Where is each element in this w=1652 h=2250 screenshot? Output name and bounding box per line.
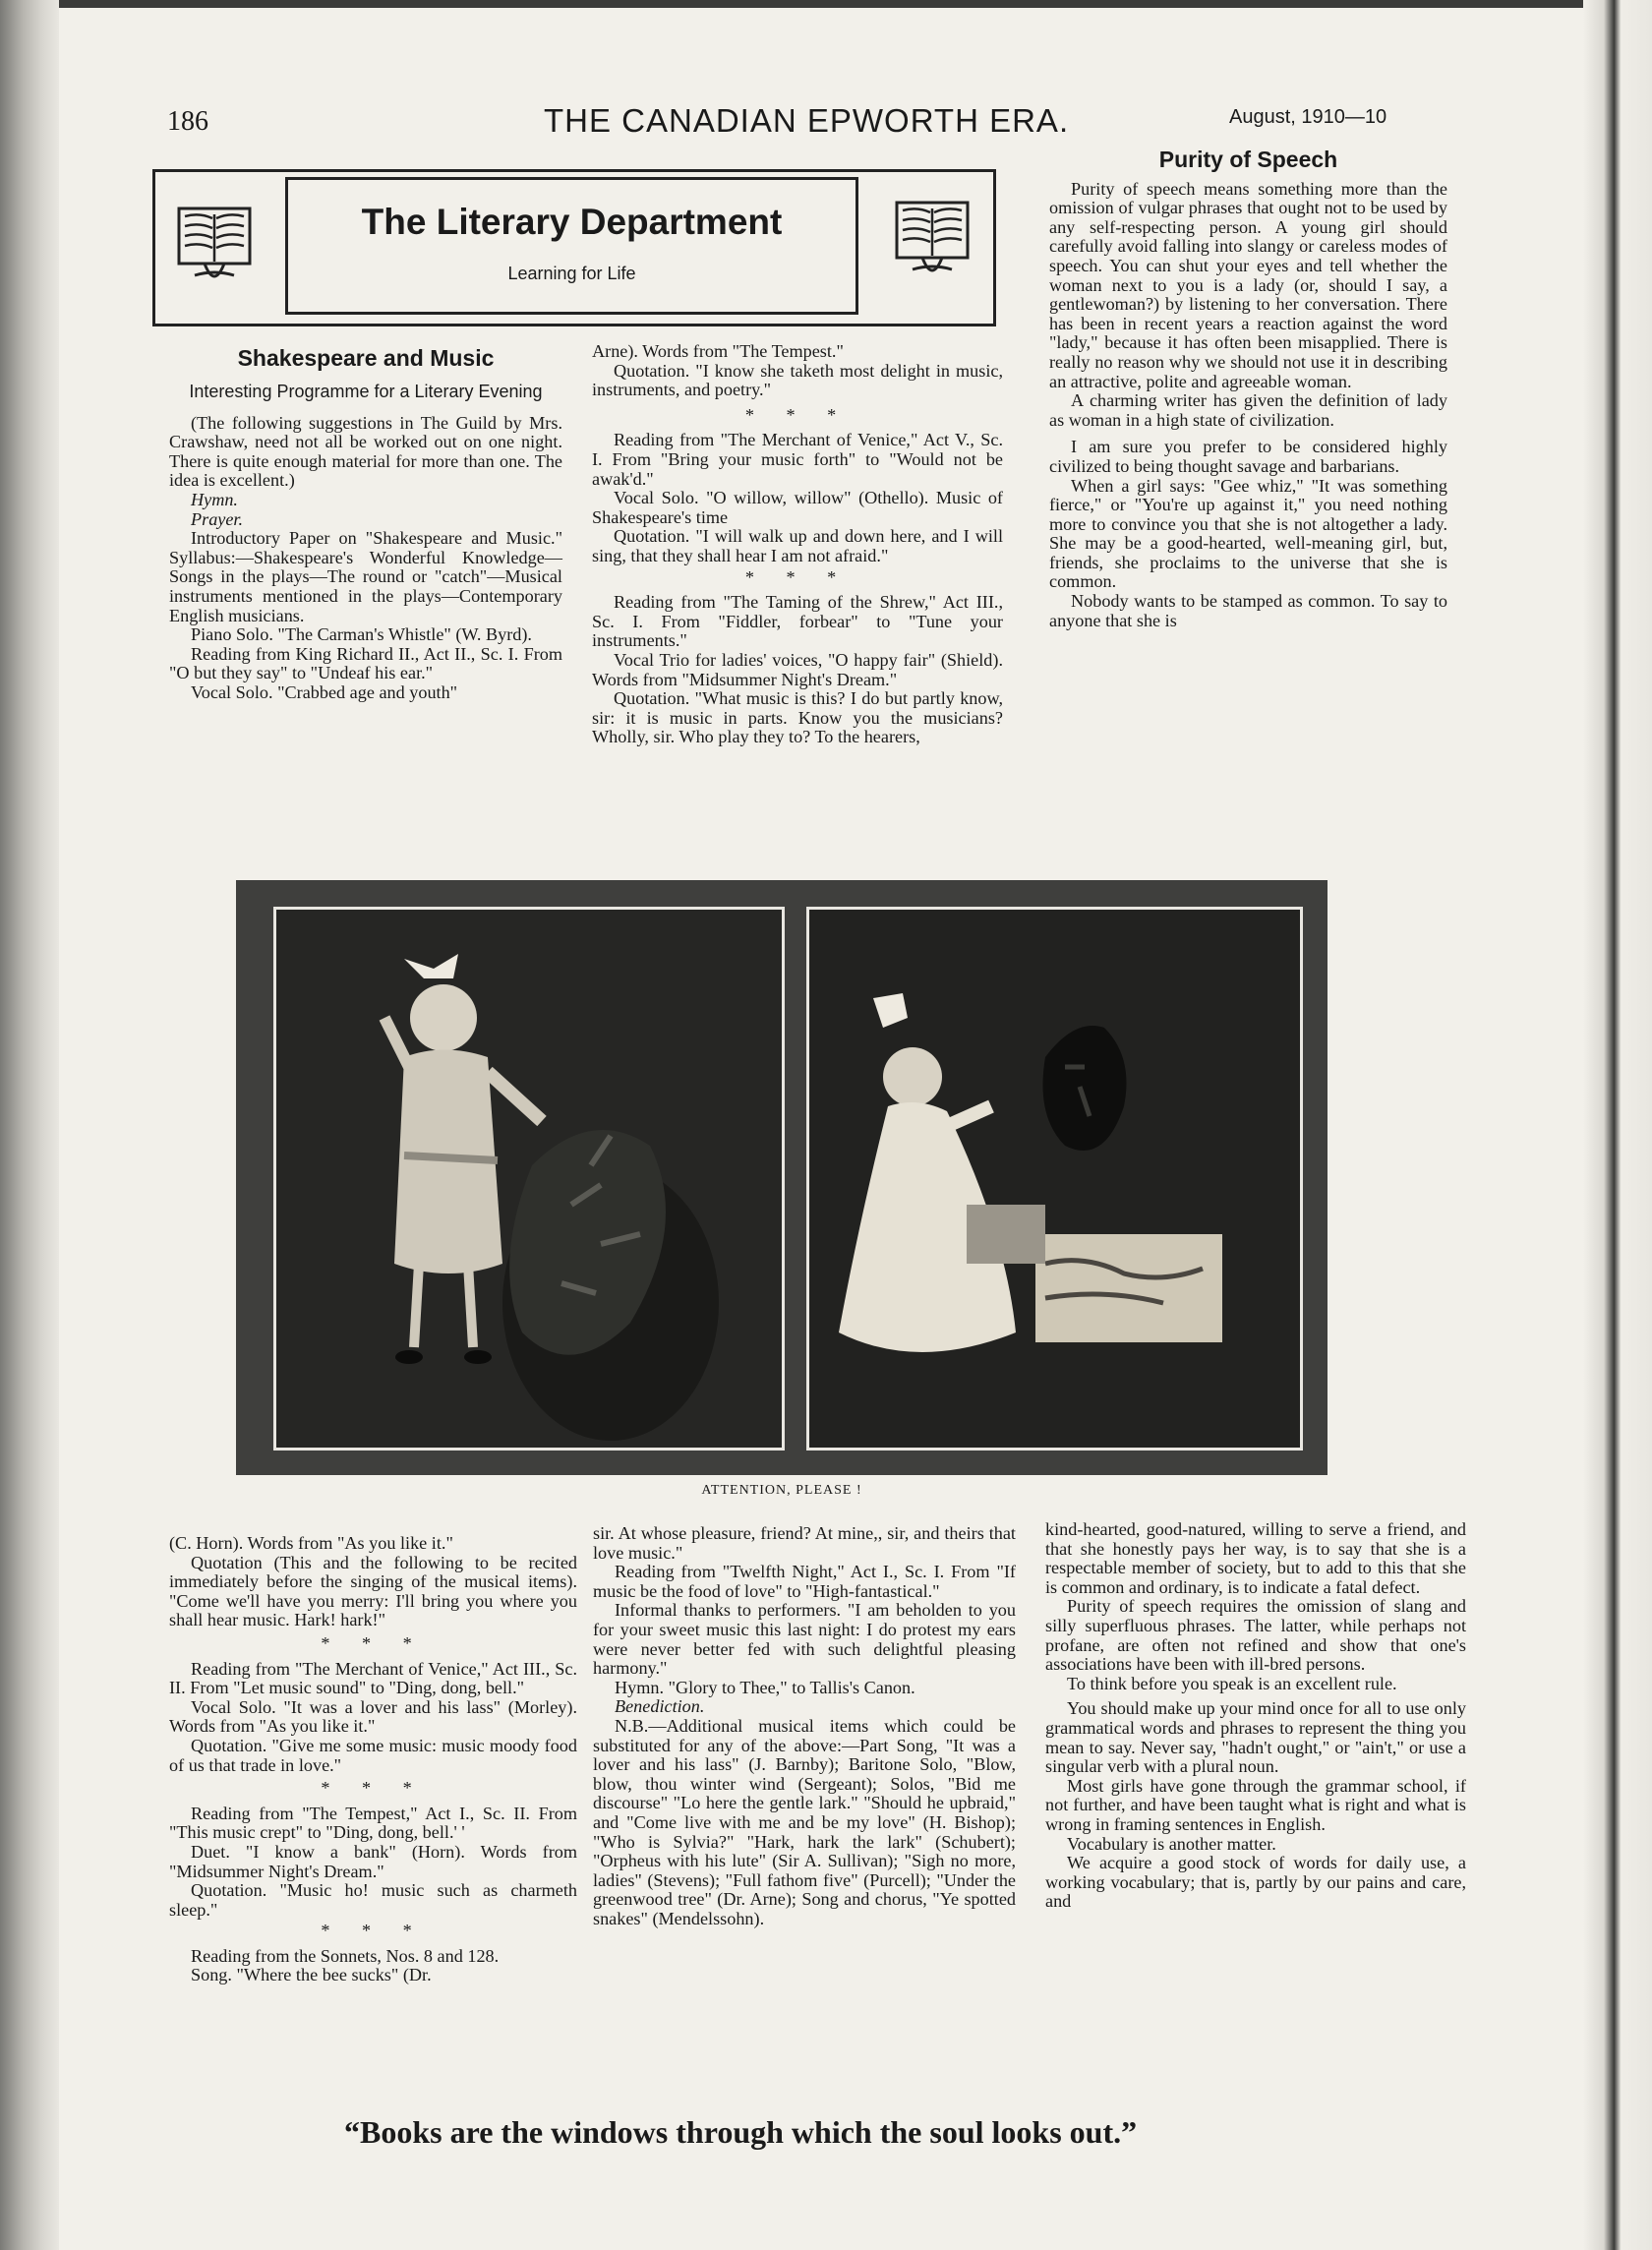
paragraph: Hymn. (191, 489, 238, 509)
paragraph: Quotation. "Music ho! music such as charmeth sleep." (169, 1880, 577, 1920)
issue-date: August, 1910—10 (1229, 106, 1387, 128)
page-number: 186 (167, 106, 208, 137)
paragraph: Reading from King Richard II., Act II., Sc. I. From "O but they say" to "Undeaf his ear." (169, 643, 562, 683)
article-column-1-continued (169, 1534, 577, 1985)
paragraph: Quotation. "What music is this? I do but partly know, sir: it is music in parts. Know you the musicians? Wholly, sir. Who play they to? To the hearers, (592, 688, 1003, 747)
paragraph: Nobody wants to be stamped as common. To say to anyone that she is (1049, 591, 1447, 630)
paragraph: Vocal Solo. "O willow, willow" (Othello). Music of Shakespeare's time (592, 488, 1003, 527)
paragraph: Quotation (This and the following to be recited immediately before the singing of the musical items). "Come we'll have you merry: I'll bring you where you shall hear music. Hark! hark!" (169, 1552, 577, 1630)
paragraph: You should make up your mind once for all to use only grammatical words and phrases to represent the thing you mean to say. Never say, "hadn't ought," or "ain't," or use a singular verb with a plural noun. (1045, 1698, 1466, 1777)
photograph (236, 880, 1328, 1475)
paragraph: Piano Solo. "The Carman's Whistle" (W. Byrd). (191, 624, 532, 645)
department-title-frame (285, 177, 858, 315)
top-border (59, 0, 1583, 8)
paragraph: Quotation. "I will walk up and down here, and I will sing, that they shall hear I am not afraid." (592, 526, 1003, 565)
open-book-icon (175, 205, 254, 293)
paragraph: sir. At whose pleasure, friend? At mine,, sir, and theirs that love music." (593, 1523, 1016, 1563)
paragraph: Purity of speech requires the omission of slang and silly superfluous phrases. The latter, while perhaps not profane, are often not refined and show that one's associations have been with ill-bred persons. (1045, 1596, 1466, 1675)
paragraph: Benediction. (615, 1696, 705, 1717)
paragraph: Vocal Trio for ladies' voices, "O happy fair" (Shield). Words from "Midsummer Night's Dream." (592, 649, 1003, 689)
paragraph: Vocal Solo. "It was a lover and his lass" (Morley). Words from "As you like it." (169, 1696, 577, 1737)
photo-caption: ATTENTION, PLEASE ! (701, 1483, 862, 1498)
paragraph: Purity of speech means something more than the omission of vulgar phrases that ought not to be used by any self-respecting person. A young girl should carefully avoid falling into slangy or careless modes of speech. You can shut your eyes and tell whether the woman next to you is a lady (or, should I say, a gentlewoman?) by listening to her conversation. There has been in recent years a reaction against the word "lady," because it has often been misapplied. There is really no reason why we should not use it in describing an attractive, polite and agreeable woman. (1049, 178, 1447, 391)
paragraph: We acquire a good stock of words for daily use, a working vocabulary; that is, partly by our pains and care, and (1045, 1853, 1466, 1912)
separator: * * * (321, 1632, 426, 1653)
paragraph: Vocal Solo. "Crabbed age and youth" (191, 681, 458, 702)
department-title: The Literary Department (361, 202, 783, 242)
article-column-3-continued (1045, 1520, 1466, 1912)
paragraph: I am sure you prefer to be considered highly civilized to being thought savage and barbarians. (1049, 437, 1447, 476)
girl-with-plant-illustration (276, 910, 782, 1448)
paragraph: A charming writer has given the definition of lady as woman in a high state of civilization. (1049, 390, 1447, 430)
paragraph: Arne). Words from "The Tempest." (592, 341, 844, 361)
paragraph: Song. "Where the bee sucks" (Dr. (191, 1965, 432, 1985)
open-book-icon (893, 199, 972, 287)
paragraph: Quotation. "I know she taketh most delight in music, instruments, and poetry." (592, 360, 1003, 400)
photo-left-panel (273, 907, 785, 1451)
paragraph: Reading from "The Merchant of Venice," Act III., Sc. II. From "Let music sound" to "Ding, dong, bell." (169, 1658, 577, 1698)
article-column-1 (169, 345, 562, 703)
footer-quote: “Books are the windows through which the soul looks out.” (344, 2114, 1138, 2150)
article-column-2 (592, 342, 1003, 747)
paragraph: Quotation. "Give me some music: music moody food of us that trade in love." (169, 1735, 577, 1775)
article-title: Purity of Speech (1158, 147, 1338, 172)
paragraph: When a girl says: "Gee whiz," "It was something fierce," or "You're up against it," you need nothing more to convince you that she is not altogether a lady. She may be a good-hearted, well-meaning girl, but, friends, she proclaims to the universe that she is common. (1049, 475, 1447, 592)
paragraph: Reading from "Twelfth Night," Act I., Sc. I. From "If music be the food of love" to "High-fantastical." (593, 1562, 1016, 1601)
paragraph: Introductory Paper on "Shakespeare and Music." Syllabus:—Shakespeare's Wonderful Knowledge—Songs in the plays—The round or "catch"—Musical instruments mentioned in the plays—Contemporary English musicians. (169, 528, 562, 625)
paragraph: (C. Horn). Words from "As you like it." (169, 1533, 453, 1553)
masthead: THE CANADIAN EPWORTH ERA. (544, 102, 1070, 139)
separator: * * * (321, 1778, 426, 1799)
paragraph: (The following suggestions in The Guild by Mrs. Crawshaw, need not all be worked out on one night. There is quite enough material for more than one. The idea is excellent.) (169, 412, 562, 491)
page-edge (1583, 0, 1652, 2250)
separator: * * * (744, 566, 851, 587)
paragraph: Hymn. "Glory to Thee," to Tallis's Canon. (615, 1677, 915, 1697)
article-title: Shakespeare and Music (237, 345, 495, 371)
paragraph: N.B.—Additional musical items which could be substituted for any of the above:—Part Song, "It was a lover and his lass" (J. Barnby); Baritone Solo, "Blow, blow, thou winter wind (Sergeant); Solos, "Bid me discourse" "Lo here the gentle lark." "Should he upbraid," and "Come live with me and be my love" (H. Bishop); "Who is Sylvia?" "Hark, hark the lark" (Schubert); "Orpheus with his lute" (Sir A. Sullivan); "Sigh no more, ladies" (Stevens); "Full fathom five" (Purcell); "Under the greenwood tree" (Dr. Arne); Song and chorus, "Ye spotted snakes" (Mendelssohn). (593, 1715, 1016, 1928)
paragraph: Prayer. (191, 508, 244, 529)
paragraph: kind-hearted, good-natured, willing to serve a friend, and that she honestly pays her way, is to say that she is a respectable member of society, but to add to this that she is common and ordinary, is to indicate a fatal defect. (1045, 1519, 1466, 1597)
photo-right-panel (806, 907, 1303, 1451)
paragraph: To think before you speak is an excellent rule. (1067, 1673, 1397, 1693)
department-subtitle: Learning for Life (507, 264, 636, 283)
paragraph: Reading from "The Merchant of Venice," Act V., Sc. I. From "Bring your music forth" to "Would not be awak'd." (592, 430, 1003, 489)
separator: * * * (744, 404, 851, 425)
article-column-3 (1049, 147, 1447, 630)
article-column-2-continued (593, 1524, 1016, 1928)
paragraph: Duet. "I know a bank" (Horn). Words from "Midsummer Night's Dream." (169, 1841, 577, 1881)
paragraph: Reading from "The Tempest," Act I., Sc. II. From "This music crept" to "Ding, dong, bell.' ' (169, 1803, 577, 1843)
separator: * * * (321, 1921, 426, 1941)
paragraph: Informal thanks to performers. "I am beholden to you for your sweet music this last night: I do protest my ears were never better fed with such delightful pleasing harmony." (593, 1600, 1016, 1679)
article-subtitle: Interesting Programme for a Literary Evening (189, 381, 543, 401)
paragraph: Reading from the Sonnets, Nos. 8 and 128. (191, 1945, 500, 1966)
paragraph: Reading from "The Taming of the Shrew," Act III., Sc. I. From "Fiddler, forbear" to "Tune your instruments." (592, 592, 1003, 651)
paragraph: Vocabulary is another matter. (1067, 1833, 1276, 1854)
book-spine (0, 0, 59, 2250)
paragraph: Most girls have gone through the grammar school, if not further, and have been taught what is right and what is wrong in framing sentences in English. (1045, 1775, 1466, 1834)
girl-with-dog-illustration (809, 910, 1300, 1448)
